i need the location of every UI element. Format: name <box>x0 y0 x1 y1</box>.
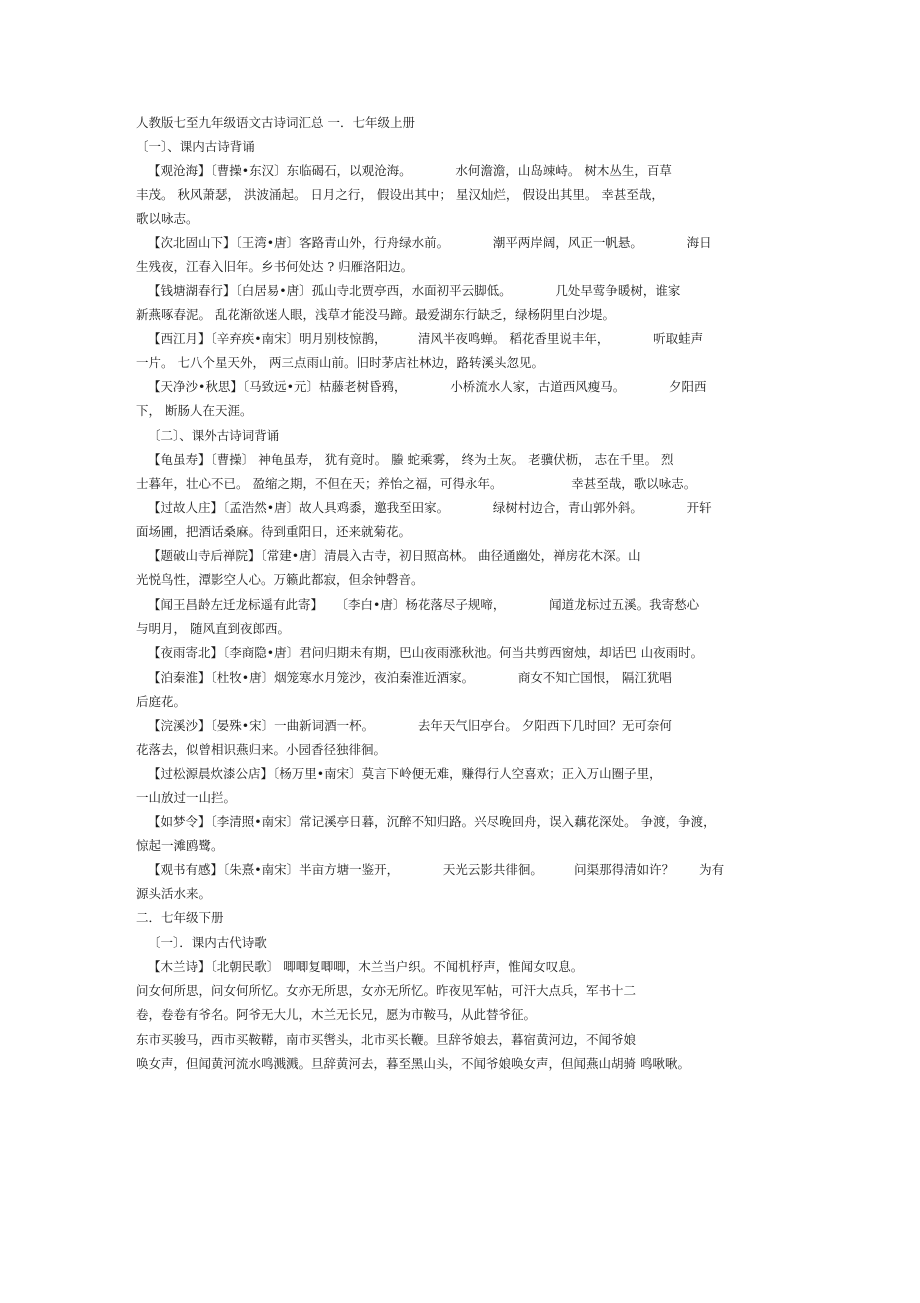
poem-line: 【闻王昌龄左迁龙标遥有此寄】 〔李白•唐〕杨花落尽子规啼， 闻道龙标过五溪。我寄愁心 <box>148 597 700 612</box>
part-heading: 二．七年级下册 <box>136 910 224 925</box>
poem-line: 与明月， 随风直到夜郎西。 <box>136 621 290 636</box>
poem-line: 【木兰诗】〔北朝民歌〕 唧唧复唧唧，木兰当户织。不闻机杼声，惟闻女叹息。 <box>148 959 584 974</box>
poem-line: 下， 断肠人在天涯。 <box>136 403 253 418</box>
poem-line: 光悦鸟性，潭影空人心。万籁此都寂，但余钟磬音。 <box>136 572 424 587</box>
poem-line: 【过松源晨炊漆公店】〔杨万里•南宋〕莫言下岭便无难，赚得行人空喜欢；正入万山圈子里， <box>148 766 662 781</box>
section-heading: 〔一〕、课内古诗背诵 <box>136 139 255 154</box>
section-heading: 〔二〕、课外古诗词背诵 <box>148 428 280 443</box>
poem-line: 【观书有感】〔朱熹•南宋〕半亩方塘一鉴开， 天光云影共徘徊。 问渠那得清如许？ 为有 <box>148 862 725 877</box>
poem-line: 【次北固山下】〔王湾•唐〕客路青山外，行舟绿水前。 潮平两岸阔，风正一帆悬。 海日 <box>148 235 712 250</box>
poem-line: 【天净沙•秋思】〔马致远•元〕枯藤老树昏鸦， 小桥流水人家，古道西风瘦马。 夕阳西 <box>148 379 707 394</box>
poem-line: 士暮年，壮心不已。 盈缩之期，不但在天；养怡之福，可得永年。 幸甚至哉，歌以咏志。 <box>136 476 697 491</box>
poem-line: 【夜雨寄北】〔李商隐•唐〕君问归期未有期，巴山夜雨涨秋池。何当共剪西窗烛，却话巴 山夜雨时。 <box>148 645 704 660</box>
poem-line: 【浣溪沙】〔晏殊•宋〕一曲新词酒一杯。 去年天气旧亭台。 夕阳西下几时回？无可奈何 <box>148 718 672 733</box>
poem-line: 唤女声，但闻黄河流水鸣溅溅。旦辞黄河去，暮至黑山头，不闻爷娘唤女声，但闻燕山胡骑 鸣啾啾。 <box>136 1056 690 1071</box>
poem-line: 问女何所思，问女何所忆。女亦无所思，女亦无所忆。昨夜见军帖，可汗大点兵，军书十二 <box>136 983 637 998</box>
poem-line: 惊起一滩鸥鹭。 <box>136 838 224 853</box>
poem-line: 【如梦令】〔李清照•南宋〕常记溪亭日暮，沉醉不知归路。兴尽晚回舟，误入藕花深处。 争渡，争渡， <box>148 814 716 829</box>
poem-line: 东市买骏马，西市买鞍鞯，南市买辔头，北市买长鞭。旦辞爷娘去，暮宿黄河边，不闻爷娘 <box>136 1032 637 1047</box>
poem-line: 一片。 七八个星天外， 两三点雨山前。旧时茅店社林边，路转溪头忽见。 <box>136 355 544 370</box>
poem-line: 丰茂。 秋风萧瑟， 洪波涌起。 日月之行， 假设出其中； 星汉灿烂， 假设出其里。 幸甚至哉， <box>136 187 664 202</box>
poem-line: 生残夜，江春入旧年。乡书何处达 ? 归雁洛阳边。 <box>136 259 414 274</box>
poem-line: 【钱塘湖春行】〔白居易•唐〕孤山寺北贾亭西，水面初平云脚低。 几处早莺争暖树，谁家 <box>148 283 681 298</box>
section-heading: 〔一〕．课内古代诗歌 <box>148 935 267 950</box>
poem-line: 一山放过一山拦。 <box>136 790 237 805</box>
poem-line: 花落去，似曾相识燕归来。小园香径独徘徊。 <box>136 742 387 757</box>
poem-line: 后庭花。 <box>136 694 187 709</box>
poem-line: 面场圃，把酒话桑麻。待到重阳日，还来就菊花。 <box>136 524 412 539</box>
document-title: 人教版七至九年级语文古诗词汇总 一．七年级上册 <box>136 115 415 130</box>
poem-line: 【题破山寺后禅院】〔常建•唐〕清晨入古寺，初日照高林。 曲径通幽处，禅房花木深。山 <box>148 548 641 563</box>
poem-line: 【过故人庄】〔孟浩然•唐〕故人具鸡黍，邀我至田家。 绿树村边合，青山郭外斜。 开轩 <box>148 500 712 515</box>
poem-line: 卷，卷卷有爷名。阿爷无大儿，木兰无长兄，愿为市鞍马，从此替爷征。 <box>136 1007 537 1022</box>
poem-line: 歌以咏志。 <box>136 211 199 226</box>
poem-line: 【龟虽寿】〔曹操〕 神龟虽寿， 犹有竟时。 螣 蛇乘雾， 终为土灰。 老骥伏枥， 志在千里。 烈 <box>148 452 674 467</box>
poem-line: 【西江月】〔辛弃疾•南宋〕明月别枝惊鹊， 清风半夜鸣蝉。 稻花香里说丰年， 听取蛙声 <box>148 331 704 346</box>
poem-line: 【观沧海】〔曹操•东汉〕东临碣石，以观沧海。 水何澹澹，山岛竦峙。 树木丛生，百草 <box>148 163 672 178</box>
poem-line: 【泊秦淮】〔杜牧•唐〕烟笼寒水月笼沙，夜泊秦淮近酒家。 商女不知亡国恨， 隔江犹唱 <box>148 670 672 685</box>
poem-line: 源头活水来。 <box>136 886 212 901</box>
poem-line: 新燕啄春泥。 乱花渐欲迷人眼，浅草才能没马蹄。最爱湖东行缺乏，绿杨阴里白沙堤。 <box>136 307 615 322</box>
